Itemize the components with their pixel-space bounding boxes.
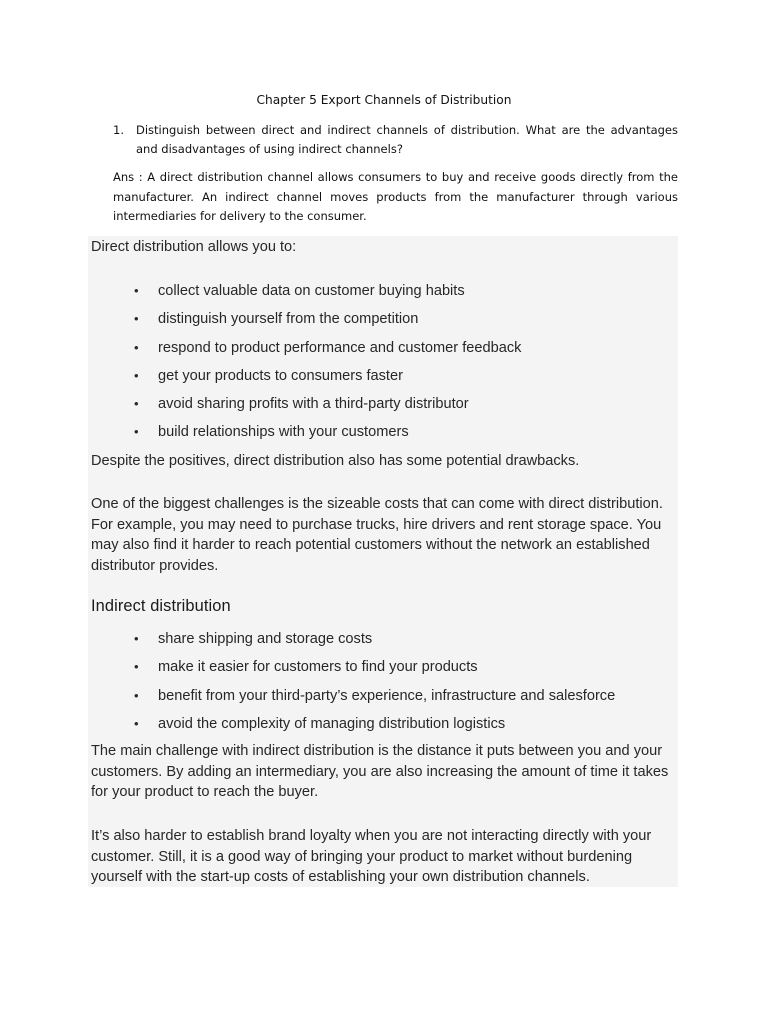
question-number: 1.: [113, 123, 124, 137]
chapter-title: Chapter 5 Export Channels of Distribution: [256, 93, 512, 107]
list-item: • benefit from your third-party’s experience, infrastructure and salesforce: [134, 687, 616, 704]
direct-drawbacks: Despite the positives, direct distribution also has some potential drawbacks.: [91, 453, 580, 469]
bullet-icon: •: [134, 339, 139, 355]
question-text: Distinguish between direct and indirect channels of distribution. What are the advantages and disadvantages of using indirect channels?: [136, 123, 678, 156]
indirect-advantages-list: [91, 629, 677, 742]
list-item: • collect valuable data on customer buying habits: [134, 283, 465, 299]
question-1: [113, 121, 678, 159]
list-item: • distinguish yourself from the competition: [134, 311, 419, 328]
bullet-icon: •: [134, 424, 139, 440]
direct-advantages-list: [91, 281, 677, 451]
indirect-challenge: The main challenge with indirect distribution is the distance it puts between you and your customers. By adding an intermediary, you are also increasing the amount of time it takes for your product to reach the buyer.: [91, 743, 669, 800]
bullet-icon: •: [134, 687, 139, 703]
bullet-icon: •: [134, 311, 139, 327]
list-item: • get your products to consumers faster: [134, 367, 403, 384]
list-item: • avoid the complexity of managing distribution logistics: [134, 715, 506, 732]
bullet-icon: •: [134, 396, 139, 412]
direct-intro: Direct distribution allows you to:: [91, 239, 297, 255]
bullet-icon: •: [134, 367, 139, 383]
bullet-icon: •: [134, 715, 139, 731]
list-item: • share shipping and storage costs: [134, 631, 373, 647]
bullet-icon: •: [134, 659, 139, 675]
indirect-loyalty: It’s also harder to establish brand loyalty when you are not interacting directly with your customer. Still, it is a good way of bringing your product to market without burdening yourself with the start-up costs of establishing your own distribution channels.: [91, 828, 652, 885]
bullet-icon: •: [134, 631, 139, 646]
list-item: • build relationships with your customers: [134, 424, 409, 441]
indirect-heading: Indirect distribution: [91, 597, 231, 615]
list-item: • respond to product performance and customer feedback: [134, 339, 522, 356]
direct-challenge: One of the biggest challenges is the sizeable costs that can come with direct distribution. For example, you may need to purchase trucks, hire drivers and rent storage space. You may also find it harder to reach potential customers without the network an established distributor provides.: [91, 496, 663, 574]
answer-paragraph: Ans : A direct distribution channel allows consumers to buy and receive goods directly from the manufacturer. An indirect channel moves products from the manufacturer through various intermediaries for delivery to the consumer.: [113, 170, 678, 223]
list-item: • avoid sharing profits with a third-party distributor: [134, 396, 469, 413]
list-item: • make it easier for customers to find your products: [134, 659, 478, 676]
bullet-icon: •: [134, 283, 139, 298]
